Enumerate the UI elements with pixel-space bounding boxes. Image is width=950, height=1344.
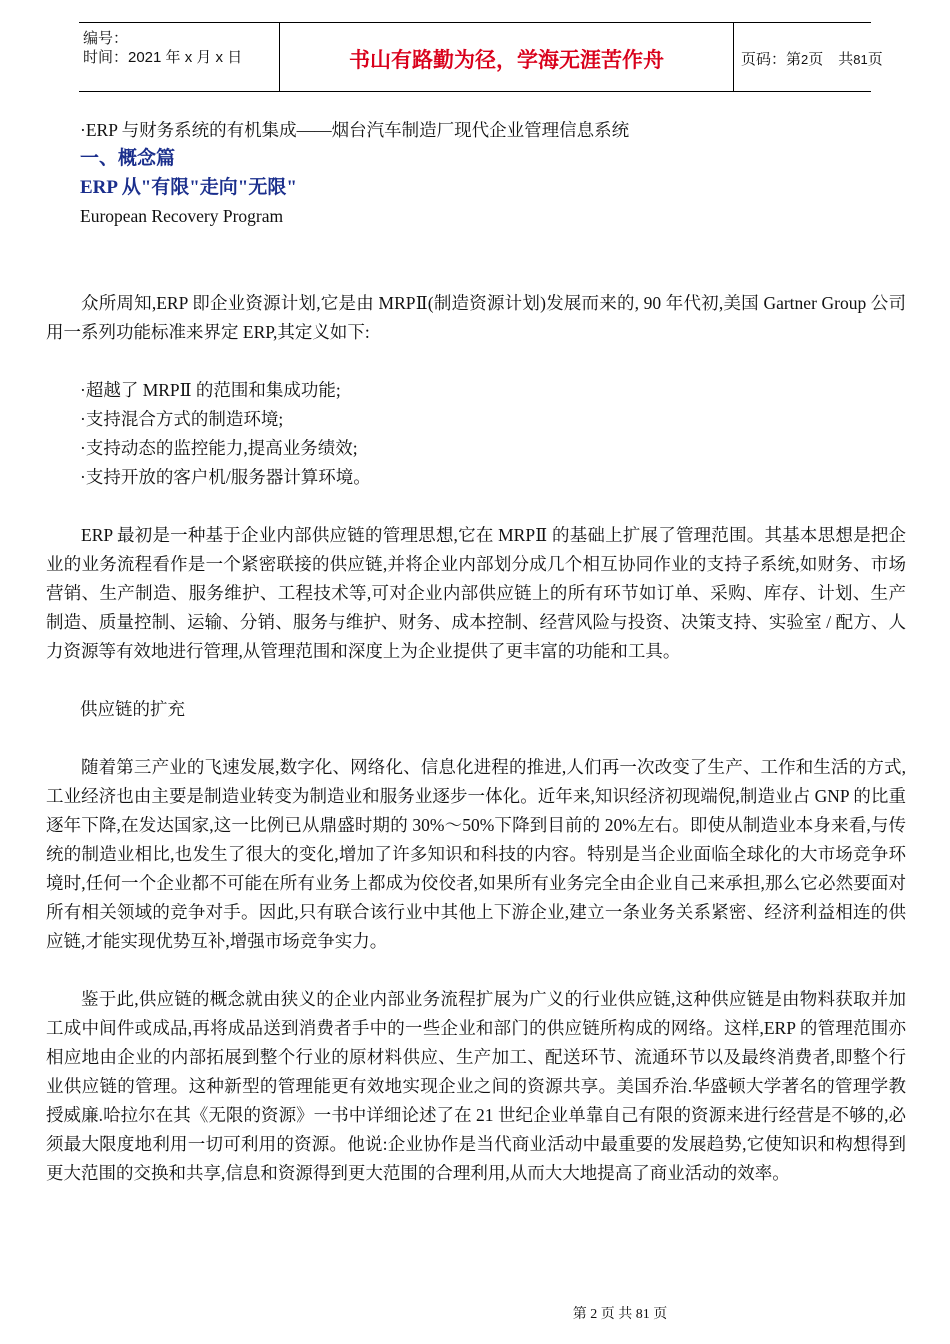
- header-meta: [79, 23, 279, 91]
- page-footer: 第 2 页 共 81 页: [572, 1307, 668, 1322]
- page-label: 页码：第: [741, 50, 802, 68]
- article-title: ·ERP 与财务系统的有机集成——烟台汽车制造厂现代企业管理信息系统: [80, 120, 630, 140]
- article-body: [46, 116, 906, 1188]
- page-mid: 页 共: [808, 50, 854, 68]
- header-page-cell: [733, 23, 883, 91]
- english-title: European Recovery Program: [80, 206, 284, 226]
- paragraph-intro: 众所周知,ERP 即企业资源计划,它是由 MRPⅡ(制造资源计划)发展而来的, 90 年代初,美国 Gartner Group 公司用一系列功能标准来界定 ERP,其定义如下:: [46, 293, 906, 342]
- page-number: 2: [801, 52, 809, 67]
- bullet-item: ·支持动态的监控能力,提高业务绩效;: [80, 438, 358, 458]
- paragraph-erp: ERP 最初是一种基于企业内部供应链的管理思想,它在 MRPⅡ 的基础上扩展了管理范围。其基本思想是把企业的业务流程看作是一个紧密联接的供应链,并将企业内部划分成几个相互协同作业的支持子系统,如财务、市场营销、生产制造、服务维护、工程技术等,可对企业内部供应链上的所有环节如订单、采购、库存、计划、生产制造、质量控制、运输、分销、服务与维护、财务、成本控制、经营风险与投资、决策支持、实验室 / 配方、人力资源等有效地进行管理,从管理范围和深度上为企业提供了更丰富的功能和工具。: [46, 525, 906, 661]
- slogan: 书山有路勤为径，学海无涯苦作舟: [349, 48, 664, 72]
- page-header: [79, 22, 883, 92]
- paragraph-extension: 鉴于此,供应链的概念就由狭义的企业内部业务流程扩展为广义的行业供应链,这种供应链是由物料获取并加工成中间件或成品,再将成品送到消费者手中的一些企业和部门的供应链所构成的网络。这样,ERP 的管理范围亦相应地由企业的内部拓展到整个行业的原材料供应、生产加工、配送环节、流通环节以及最终消费者,即整个行业供应链的管理。这种新型的管理能更有效地实现企业之间的资源共享。美国乔治.华盛顿大学著名的管理学教授威廉.哈拉尔在其《无限的资源》一书中详细论述了在 21 世纪企业单靠自己有限的资源来进行经营是不够的,必须最大限度地利用一切可利用的资源。他说:企业协作是当代商业活动中最重要的发展趋势,它使知识和构想得到更大范围的交换和共享,信息和资源得到更大范围的合理利用,从而大大地提高了商业活动的效率。: [46, 989, 906, 1183]
- section-heading: 一、概念篇: [80, 148, 176, 169]
- number-label: 编号：: [83, 30, 129, 47]
- bullet-item: ·支持开放的客户机/服务器计算环境。: [80, 467, 371, 487]
- page-total: 81: [853, 52, 868, 67]
- article-subtitle: ERP 从"有限"走向"无限": [80, 177, 297, 198]
- page-end: 页: [867, 50, 883, 68]
- bullet-item: ·支持混合方式的制造环境;: [80, 409, 284, 429]
- header-slogan-cell: [279, 23, 734, 91]
- time-label: 时间：2021 年 x 月 x 日: [83, 49, 243, 66]
- bullet-item: ·超越了 MRPⅡ 的范围和集成功能;: [80, 380, 341, 400]
- supply-chain-heading: 供应链的扩充: [80, 699, 185, 719]
- paragraph-supply-chain: 随着第三产业的飞速发展,数字化、网络化、信息化进程的推进,人们再一次改变了生产、工作和生活的方式,工业经济也由主要是制造业转变为制造业和服务业逐步一体化。近年来,知识经济初现端倪,制造业占 GNP 的比重逐年下降,在发达国家,这一比例已从鼎盛时期的 30%～50%下降到目前的 20%左右。即使从制造业本身来看,与传统的制造业相比,也发生了很大的变化,增加了许多知识和科技的内容。特别是当企业面临全球化的大市场竞争环境时,任何一个企业都不可能在所有业务上都成为佼佼者,如果所有业务完全由企业自己来承担,那么它必然要面对所有相关领域的竞争对手。因此,只有联合该行业中其他上下游企业,建立一条业务关系紧密、经济利益相连的供应链,才能实现优势互补,增强市场竞争实力。: [46, 757, 906, 951]
- page-indicator: [741, 48, 883, 69]
